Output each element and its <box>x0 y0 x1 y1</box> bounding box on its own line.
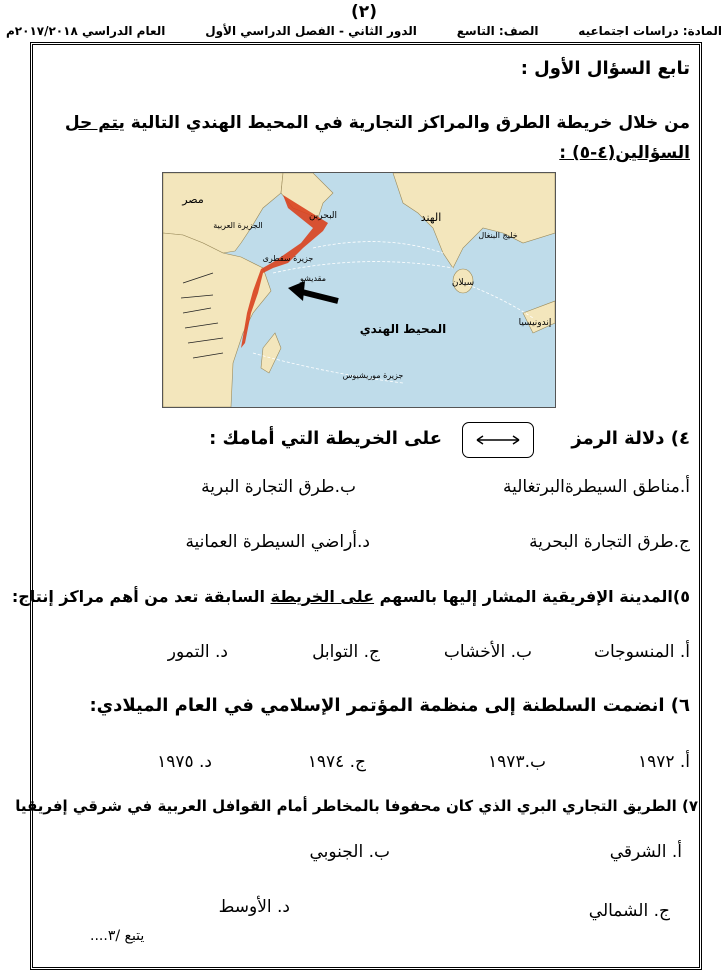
map-label-india: الهند <box>420 211 442 224</box>
q7-option-a[interactable]: أ. الشرقي <box>609 842 682 862</box>
q5-option-c[interactable]: ج. التوابل <box>312 642 380 662</box>
map-label-mauritius: جزيرة موريشيوس <box>342 371 404 380</box>
q6-option-a[interactable]: أ. ١٩٧٢ <box>637 752 690 772</box>
header-session: الدور الثاني - الفصل الدراسي الأول <box>205 24 417 38</box>
header-subject: المادة: دراسات اجتماعيه <box>578 24 722 38</box>
map-label-ceylon: سيلان <box>451 278 475 288</box>
q4-text-before: دلالة الرمز <box>571 428 665 449</box>
route-symbol-box <box>462 422 534 458</box>
map-label-indonesia: إندونيسيا <box>518 318 552 328</box>
map-label-bengal: خليج البنغال <box>478 231 518 240</box>
intro-line-1 <box>65 113 690 133</box>
double-arrow-icon <box>463 423 533 457</box>
q7-option-d[interactable]: د. الأوسط <box>218 897 290 917</box>
q4-option-c[interactable]: ج.طرق التجارة البحرية <box>529 532 690 552</box>
q5-option-d[interactable]: د. التمور <box>167 642 228 662</box>
map-label-egypt: مصر <box>182 193 204 206</box>
map-label-bahrain: البحرين <box>308 211 338 221</box>
q4-prefix <box>571 428 690 449</box>
intro-underlined: يتم حل <box>64 113 125 133</box>
q5-underlined: على الخريطة <box>270 587 375 606</box>
intro-line-2: السؤالين(٤-٥) : <box>559 143 690 163</box>
q4-option-a[interactable]: أ.مناطق السيطرةالبرتغالية <box>502 477 690 497</box>
map-label-socotra: جزيرة سقطرى <box>262 254 314 263</box>
q4-number: ٤) <box>670 428 690 449</box>
q4-option-b[interactable]: ب.طرق التجارة البرية <box>201 477 356 497</box>
q7-text: ٧) الطريق التجاري البري الذي كان محفوفا بالمخاطر أمام القوافل العربية في شرقي إفريقيا <box>15 797 698 815</box>
indian-ocean-map <box>162 172 556 408</box>
header-grade: الصف: التاسع <box>456 24 539 38</box>
q5-option-a[interactable]: أ. المنسوجات <box>593 642 690 662</box>
header-year: العام الدراسي ٢٠١٧/٢٠١٨م <box>6 24 166 38</box>
exam-header <box>6 24 722 38</box>
map-label-mogadishu: مقديشو <box>299 274 327 283</box>
q6-option-b[interactable]: ب.١٩٧٣ <box>488 752 546 772</box>
q7-option-b[interactable]: ب. الجنوبي <box>309 842 390 862</box>
page-number: (٢) <box>351 2 377 22</box>
map-label-arabia: الجزيرة العربية <box>213 221 263 230</box>
q5-prefix: ٥)المدينة الإفريقية المشار إليها بالسهم <box>374 587 690 606</box>
continue-note: يتبع /٣.... <box>90 928 145 944</box>
q6-text: ٦) انضمت السلطنة إلى منظمة المؤتمر الإسلامي في العام الميلادي: <box>89 695 690 716</box>
q4-text-after: على الخريطة التي أمامك : <box>209 428 442 449</box>
q6-option-d[interactable]: د. ١٩٧٥ <box>157 752 212 772</box>
section-title: تابع السؤال الأول : <box>520 58 690 79</box>
q5-option-b[interactable]: ب. الأخشاب <box>443 642 532 662</box>
q7-option-c[interactable]: ج. الشمالي <box>588 901 670 921</box>
intro-text: من خلال خريطة الطرق والمراكز التجارية في المحيط الهندي التالية <box>124 113 690 133</box>
q4-option-d[interactable]: د.أراضي السيطرة العمانية <box>185 532 370 552</box>
q5-text <box>12 587 690 606</box>
map-label-indian-ocean: المحيط الهندي <box>359 322 447 336</box>
q6-option-c[interactable]: ج. ١٩٧٤ <box>307 752 366 772</box>
q5-suffix: السابقة تعد من أهم مراكز إنتاج: <box>11 587 271 606</box>
